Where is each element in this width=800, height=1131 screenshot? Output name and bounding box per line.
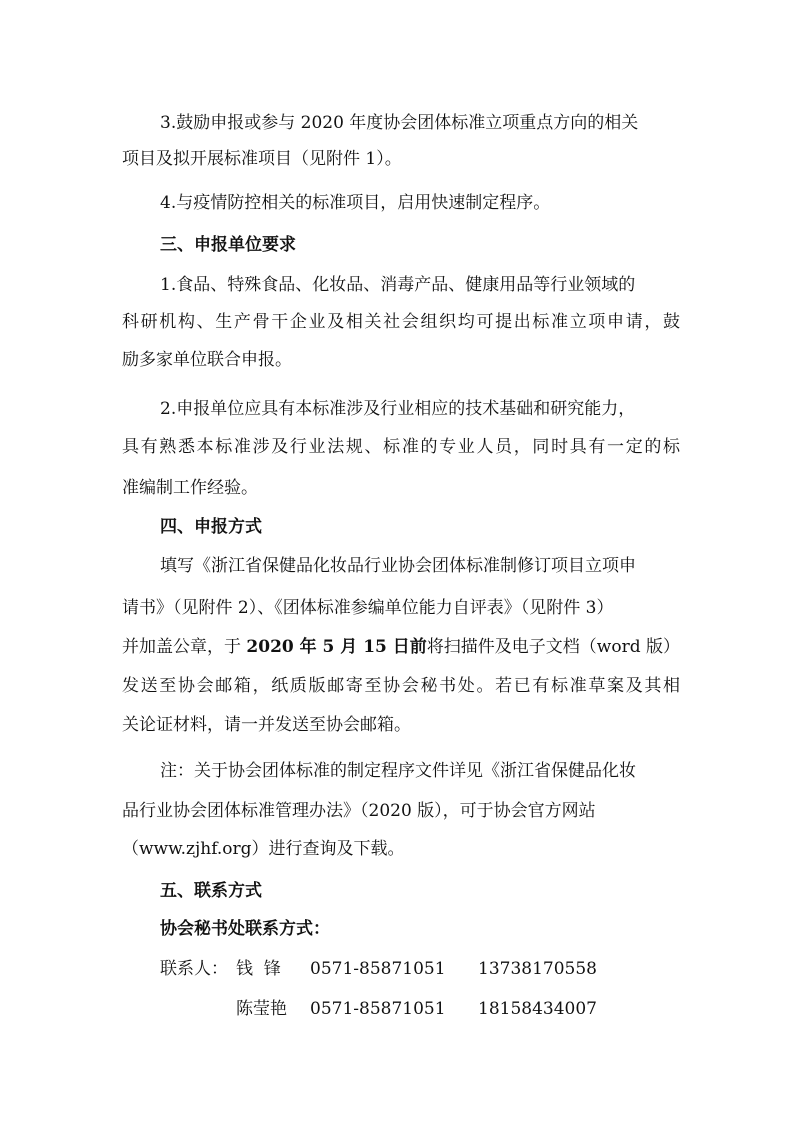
sec3-p1-line3: 励多家单位联合申报。 [122, 350, 292, 370]
sec4-p1-line3 [122, 636, 680, 658]
section-3-heading: 三、申报单位要求 [160, 235, 296, 255]
note-line2: 品行业协会团体标准管理办法》（2020 版），可于协会官方网站 [122, 801, 596, 821]
item4-text: 4.与疫情防控相关的标准项目，启用快速制定程序。 [160, 193, 551, 213]
contact-mobile-2: 18158434007 [478, 999, 597, 1019]
sec3-p2-line1: 2.申报单位应具有本标准涉及行业相应的技术基础和研究能力， [160, 399, 636, 419]
sec4-p1-line3-c: 将扫描件及电子文档（word 版） [426, 637, 681, 657]
sec3-p1-line1: 1.食品、特殊食品、化妆品、消毒产品、健康用品等行业领域的 [160, 275, 636, 295]
contact-name-1: 钱 锋 [236, 959, 281, 979]
note-line3: （www.zjhf.org）进行查询及下载。 [122, 839, 405, 859]
item3-line2: 项目及拟开展标准项目（见附件 1）。 [122, 149, 402, 169]
sec3-p1-line2: 科研机构、生产骨干企业及相关社会组织均可提出标准立项申请，鼓 [122, 312, 680, 332]
sec4-p1-line5: 关论证材料，请一并发送至协会邮箱。 [122, 715, 411, 735]
item3-line1: 3.鼓励申报或参与 2020 年度协会团体标准立项重点方向的相关 [160, 113, 639, 133]
sec4-p1-line2: 请书》（见附件 2）、《团体标准参编单位能力自评表》（见附件 3） [122, 598, 614, 618]
contact-label: 联系人： [160, 959, 228, 979]
sec4-p1-line4: 发送至协会邮箱，纸质版邮寄至协会秘书处。若已有标准草案及其相 [122, 676, 680, 696]
section-4-heading: 四、申报方式 [160, 517, 262, 537]
sec3-p2-line2: 具有熟悉本标准涉及行业法规、标准的专业人员，同时具有一定的标 [122, 437, 680, 457]
contact-tel-2: 0571-85871051 [310, 999, 446, 1019]
secretariat-contact-heading: 协会秘书处联系方式： [160, 919, 330, 939]
sec3-p2-line3: 准编制工作经验。 [122, 478, 258, 498]
deadline-date: 2020 年 5 月 15 日前 [246, 637, 427, 657]
contact-name-2: 陈莹艳 [236, 999, 287, 1019]
sec4-p1-line3-a: 并加盖公章，于 [122, 637, 247, 657]
section-5-heading: 五、联系方式 [160, 881, 262, 901]
contact-tel-1: 0571-85871051 [310, 959, 446, 979]
note-line1: 注：关于协会团体标准的制定程序文件详见《浙江省保健品化妆 [160, 761, 636, 781]
contact-mobile-1: 13738170558 [478, 959, 597, 979]
sec4-p1-line1: 填写《浙江省保健品化妆品行业协会团体标准制修订项目立项申 [160, 556, 636, 576]
